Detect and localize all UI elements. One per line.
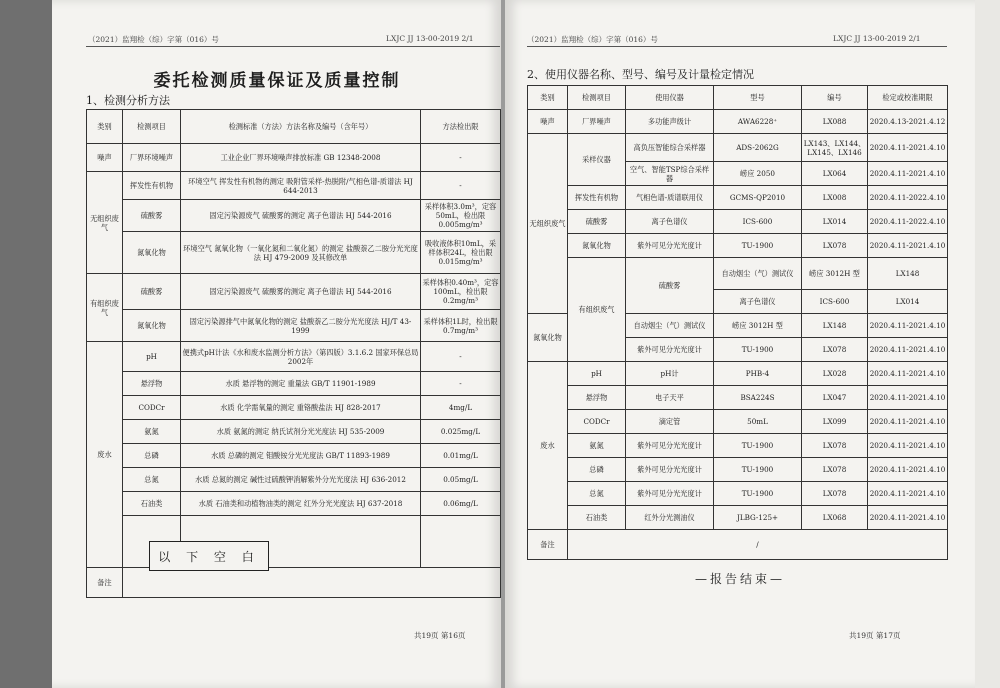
table-row — [528, 210, 948, 234]
period-cell: 2020.4.11-2022.4.10 — [868, 210, 948, 234]
standard-cell: 水质 氨氮的测定 纳氏试剂分光光度法 HJ 535-2009 — [181, 420, 421, 444]
table-row — [87, 420, 501, 444]
model-cell: BSA224S — [714, 386, 802, 410]
standard-cell: 固定污染源排气中氮氧化物的测定 盐酸萘乙二胺分光光度法 HJ/T 43-1999 — [181, 310, 421, 342]
code-cell: LX148 — [868, 258, 948, 290]
standard-cell: 水质 总磷的测定 钼酸铵分光光度法 GB/T 11893-1989 — [181, 444, 421, 468]
item-cell: 氨氮 — [123, 420, 181, 444]
item-cell: 硫酸雾 — [626, 258, 714, 314]
category-cell: 废水 — [87, 342, 123, 568]
model-cell: ICS-600 — [714, 210, 802, 234]
standard-cell: 水质 化学需氧量的测定 重铬酸盐法 HJ 828-2017 — [181, 396, 421, 420]
model-cell: ICS-600 — [802, 290, 868, 314]
period-cell: 2020.4.11-2021.4.10 — [868, 410, 948, 434]
item-cell: 石油类 — [123, 492, 181, 516]
column-header: 型号 — [714, 86, 802, 110]
item-cell: 挥发性有机物 — [568, 186, 626, 210]
column-header: 方法检出限 — [421, 110, 501, 144]
item-cell: 总磷 — [568, 458, 626, 482]
instrument-cell: 紫外可见分光光度计 — [626, 234, 714, 258]
running-header-code: LXJC JJ 13-00-2019 2/1 — [833, 34, 921, 43]
note-value — [123, 568, 501, 598]
period-cell: 2020.4.11-2021.4.10 — [868, 134, 948, 162]
item-cell: 总氮 — [568, 482, 626, 506]
model-cell: TU-1900 — [714, 434, 802, 458]
limit-cell: 采样体积1L时，检出限0.7mg/m³ — [421, 310, 501, 342]
item-cell: 氮氧化物 — [528, 314, 568, 362]
standard-cell: 环境空气 挥发性有机物的测定 吸附管采样-热脱附/气相色谱-质谱法 HJ 644-2013 — [181, 172, 421, 200]
note-row — [87, 568, 501, 598]
code-cell: LX078 — [802, 458, 868, 482]
model-cell: 崂应 3012H 型 — [802, 258, 868, 290]
limit-cell: - — [421, 342, 501, 372]
period-cell: 2020.4.11-2022.4.10 — [868, 186, 948, 210]
item-cell: 总氮 — [123, 468, 181, 492]
item-cell: 氨氮 — [568, 434, 626, 458]
table-row — [87, 372, 501, 396]
left-page — [52, 0, 502, 688]
code-cell: LX078 — [802, 234, 868, 258]
seal-stamp-edge — [980, 320, 998, 410]
item-cell: pH — [123, 342, 181, 372]
limit-cell: 0.01mg/L — [421, 444, 501, 468]
standard-cell: 水质 悬浮物的测定 重量法 GB/T 11901-1989 — [181, 372, 421, 396]
table-row — [528, 410, 948, 434]
end-of-report: —报告结束— — [694, 572, 785, 586]
item-cell: 氮氧化物 — [568, 234, 626, 258]
period-cell: 2020.4.11-2021.4.10 — [868, 338, 948, 362]
item-cell: 硫酸雾 — [568, 210, 626, 234]
page-number: 共19页 第16页 — [414, 631, 466, 640]
table-row — [87, 468, 501, 492]
instrument-cell: 多功能声级计 — [626, 110, 714, 134]
table-row — [528, 506, 948, 530]
limit-cell: 4mg/L — [421, 396, 501, 420]
page-number: 共19页 第17页 — [849, 631, 901, 640]
period-cell: 2020.4.11-2021.4.10 — [868, 434, 948, 458]
limit-cell: 0.06mg/L — [421, 492, 501, 516]
code-cell: LX078 — [802, 482, 868, 506]
period-cell: 2020.4.11-2021.4.10 — [868, 314, 948, 338]
code-cell: LX143、LX144、LX145、LX146 — [802, 134, 868, 162]
table-row — [87, 342, 501, 372]
code-cell: LX008 — [802, 186, 868, 210]
instrument-cell: pH计 — [626, 362, 714, 386]
standard-cell: 固定污染源废气 硫酸雾的测定 离子色谱法 HJ 544-2016 — [181, 200, 421, 232]
code-cell: LX014 — [802, 210, 868, 234]
instrument-cell: 自动烟尘（气）测试仪 — [626, 314, 714, 338]
table-row — [528, 434, 948, 458]
note-value: / — [568, 530, 948, 560]
table-row — [87, 172, 501, 200]
table-row — [87, 444, 501, 468]
category-cell: 有组织废气 — [87, 274, 123, 342]
table-row — [528, 134, 948, 162]
section-title-instruments: 2、使用仪器名称、型号、编号及计量检定情况 — [527, 68, 754, 81]
instrument-cell: 紫外可见分光光度计 — [626, 434, 714, 458]
item-cell: 厂界环境噪声 — [123, 144, 181, 172]
item-cell: 硫酸雾 — [123, 274, 181, 310]
period-cell: 2020.4.13-2021.4.12 — [868, 110, 948, 134]
instruments-table — [527, 85, 948, 560]
column-header: 编号 — [802, 86, 868, 110]
limit-cell — [421, 516, 501, 568]
code-cell: LX064 — [802, 162, 868, 186]
instrument-cell: 空气、智能TSP综合采样器 — [626, 162, 714, 186]
model-cell: JLBG-125+ — [714, 506, 802, 530]
limit-cell: - — [421, 172, 501, 200]
model-cell: PHB-4 — [714, 362, 802, 386]
standard-cell: 水质 石油类和动植物油类的测定 红外分光光度法 HJ 637-2018 — [181, 492, 421, 516]
limit-cell: 0.025mg/L — [421, 420, 501, 444]
model-cell: ADS-2062G — [714, 134, 802, 162]
code-cell: LX078 — [802, 338, 868, 362]
item-cell: 总磷 — [123, 444, 181, 468]
standard-cell: 环境空气 氮氧化物（一氧化氮和二氧化氮）的测定 盐酸萘乙二胺分光光度法 HJ 479-2009 及其修改单 — [181, 232, 421, 274]
model-cell: TU-1900 — [714, 482, 802, 506]
period-cell: 2020.4.11-2021.4.10 — [868, 362, 948, 386]
item-cell: 石油类 — [568, 506, 626, 530]
standard-cell: 便携式pH计法《水和废水监测分析方法》（第四版）3.1.6.2 国家环保总局 2002年 — [181, 342, 421, 372]
item-cell: CODCr — [568, 410, 626, 434]
header-rule — [527, 46, 947, 47]
instrument-cell: 红外分光测油仪 — [626, 506, 714, 530]
limit-cell: 采样体积0.40m³，定容100mL，检出限0.2mg/m³ — [421, 274, 501, 310]
table-row — [528, 362, 948, 386]
period-cell: 2020.4.11-2021.4.10 — [868, 162, 948, 186]
item-cell: CODCr — [123, 396, 181, 420]
instrument-cell: 紫外可见分光光度计 — [626, 338, 714, 362]
item-cell: 厂界噪声 — [568, 110, 626, 134]
item-cell: 氮氧化物 — [123, 232, 181, 274]
code-cell: LX078 — [802, 434, 868, 458]
model-cell: GCMS-QP2010 — [714, 186, 802, 210]
table-row — [528, 482, 948, 506]
limit-cell: - — [421, 372, 501, 396]
table-row — [528, 458, 948, 482]
standard-cell: 水质 总氮的测定 碱性过硫酸钾消解紫外分光光度法 HJ 636-2012 — [181, 468, 421, 492]
note-label: 备注 — [87, 568, 123, 598]
limit-cell: 0.05mg/L — [421, 468, 501, 492]
running-header-code: LXJC JJ 13-00-2019 2/1 — [386, 34, 474, 43]
model-cell: TU-1900 — [714, 338, 802, 362]
right-page — [505, 0, 975, 688]
table-row — [87, 144, 501, 172]
model-cell: TU-1900 — [714, 458, 802, 482]
model-cell: AWA6228⁺ — [714, 110, 802, 134]
item-cell: 挥发性有机物 — [123, 172, 181, 200]
table-row — [87, 274, 501, 310]
instrument-cell: 紫外可见分光光度计 — [626, 482, 714, 506]
table-row — [87, 232, 501, 274]
code-cell: LX068 — [802, 506, 868, 530]
table-row — [87, 492, 501, 516]
instrument-cell: 紫外可见分光光度计 — [626, 458, 714, 482]
running-header-left: （2021）监翔检（综）字第（016）号 — [527, 35, 658, 44]
code-cell: LX028 — [802, 362, 868, 386]
item-cell: 氮氧化物 — [123, 310, 181, 342]
table-row — [528, 258, 948, 290]
instrument-cell: 气相色谱-质谱联用仪 — [626, 186, 714, 210]
column-header: 类别 — [528, 86, 568, 110]
item-cell: 悬浮物 — [123, 372, 181, 396]
standard-cell: 固定污染源废气 硫酸雾的测定 离子色谱法 HJ 544-2016 — [181, 274, 421, 310]
instrument-cell: 自动烟尘（气）测试仪 — [714, 258, 802, 290]
limit-cell: 采样体积3.0m³，定容50mL，检出限0.005mg/m³ — [421, 200, 501, 232]
table-row — [87, 310, 501, 342]
category-cell: 有组织废气 — [568, 258, 626, 362]
code-cell: LX148 — [802, 314, 868, 338]
table-row — [528, 386, 948, 410]
methods-table — [86, 109, 501, 598]
document-title: 委托检测质量保证及质量控制 — [153, 71, 401, 91]
model-cell: TU-1900 — [714, 234, 802, 258]
column-header: 检定或校准期限 — [868, 86, 948, 110]
model-cell: 50mL — [714, 410, 802, 434]
item-cell: 硫酸雾 — [123, 200, 181, 232]
column-header: 类别 — [87, 110, 123, 144]
model-cell: 崂应 2050 — [714, 162, 802, 186]
period-cell: 2020.4.11-2021.4.10 — [868, 458, 948, 482]
category-cell: 噪声 — [87, 144, 123, 172]
code-cell: LX099 — [802, 410, 868, 434]
table-row — [528, 110, 948, 134]
category-cell: 废水 — [528, 362, 568, 530]
period-cell: 2020.4.11-2021.4.10 — [868, 386, 948, 410]
note-label: 备注 — [528, 530, 568, 560]
standard-cell: 工业企业厂界环境噪声排放标准 GB 12348-2008 — [181, 144, 421, 172]
column-header: 使用仪器 — [626, 86, 714, 110]
instrument-cell: 离子色谱仪 — [714, 290, 802, 314]
model-cell: 崂应 3012H 型 — [714, 314, 802, 338]
instrument-cell: 滴定管 — [626, 410, 714, 434]
instrument-cell: 电子天平 — [626, 386, 714, 410]
category-cell: 无组织废气 — [87, 172, 123, 274]
item-cell: pH — [568, 362, 626, 386]
note-row — [528, 530, 948, 560]
table-row — [87, 396, 501, 420]
running-header-left: （2021）监翔检（综）字第（016）号 — [88, 35, 219, 44]
category-cell: 无组织废气 — [528, 134, 568, 314]
item-cell: 悬浮物 — [568, 386, 626, 410]
instrument-cell: 离子色谱仪 — [626, 210, 714, 234]
table-row — [528, 234, 948, 258]
limit-cell: - — [421, 144, 501, 172]
code-cell: LX047 — [802, 386, 868, 410]
code-cell: LX088 — [802, 110, 868, 134]
column-header: 检测项目 — [123, 110, 181, 144]
limit-cell: 吸收液体积10mL，采样体积24L，检出限0.015mg/m³ — [421, 232, 501, 274]
table-row — [528, 186, 948, 210]
period-cell: 2020.4.11-2021.4.10 — [868, 482, 948, 506]
period-cell: 2020.4.11-2021.4.10 — [868, 234, 948, 258]
section-title-methods: 1、检测分析方法 — [86, 94, 170, 107]
blank-below-stamp: 以 下 空 白 — [149, 541, 269, 571]
instrument-cell: 高负压智能综合采样器 — [626, 134, 714, 162]
column-header: 检测标准（方法）方法名称及编号（含年号） — [181, 110, 421, 144]
column-header: 检测项目 — [568, 86, 626, 110]
period-cell: 2020.4.11-2021.4.10 — [868, 506, 948, 530]
item-cell: 采样仪器 — [568, 134, 626, 186]
table-row — [87, 200, 501, 232]
category-cell: 噪声 — [528, 110, 568, 134]
code-cell: LX014 — [868, 290, 948, 314]
header-rule — [86, 46, 500, 47]
